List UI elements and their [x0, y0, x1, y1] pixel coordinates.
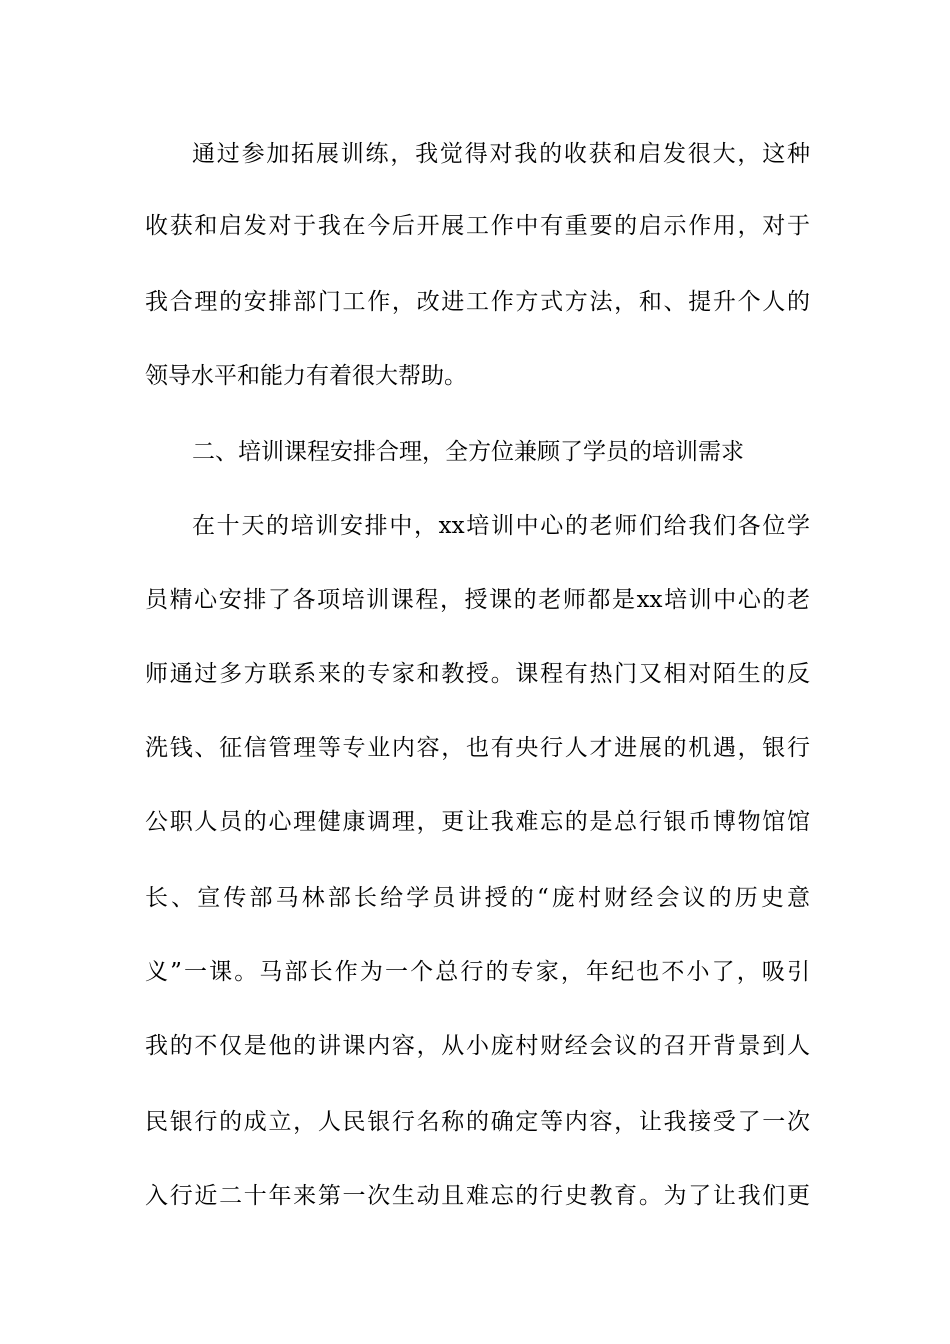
text-line: 洗钱、征信管理等专业内容，也有央行人才进展的机遇，银行: [145, 735, 810, 761]
text-line: 长、宣传部马林部长给学员讲授的“庞村财经会议的历史意: [145, 885, 810, 911]
text-line: 通过参加拓展训练，我觉得对我的收获和启发很大，这种: [192, 141, 810, 167]
section-heading: 二、培训课程安排合理，全方位兼顾了学员的培训需求: [192, 439, 744, 465]
text-line: 我的不仅是他的讲课内容，从小庞村财经会议的召开背景到人: [145, 1033, 810, 1059]
text-line: 我合理的安排部门工作，改进工作方式方法，和、提升个人的: [145, 289, 810, 315]
text-line: 民银行的成立，人民银行名称的确定等内容，让我接受了一次: [145, 1109, 810, 1135]
text-line: 员精心安排了各项培训课程，授课的老师都是xx培训中心的老: [145, 587, 810, 613]
text-line: 在十天的培训安排中，xx培训中心的老师们给我们各位学: [192, 513, 810, 539]
text-line: 公职人员的心理健康调理，更让我难忘的是总行银币博物馆馆: [145, 809, 810, 835]
text-line: 领导水平和能力有着很大帮助。: [145, 363, 467, 389]
text-line: 师通过多方联系来的专家和教授。课程有热门又相对陌生的反: [145, 661, 810, 687]
text-line: 义”一课。马部长作为一个总行的专家，年纪也不小了，吸引: [145, 959, 810, 985]
text-line: 收获和启发对于我在今后开展工作中有重要的启示作用，对于: [145, 213, 810, 239]
text-line: 入行近二十年来第一次生动且难忘的行史教育。为了让我们更: [145, 1183, 810, 1209]
